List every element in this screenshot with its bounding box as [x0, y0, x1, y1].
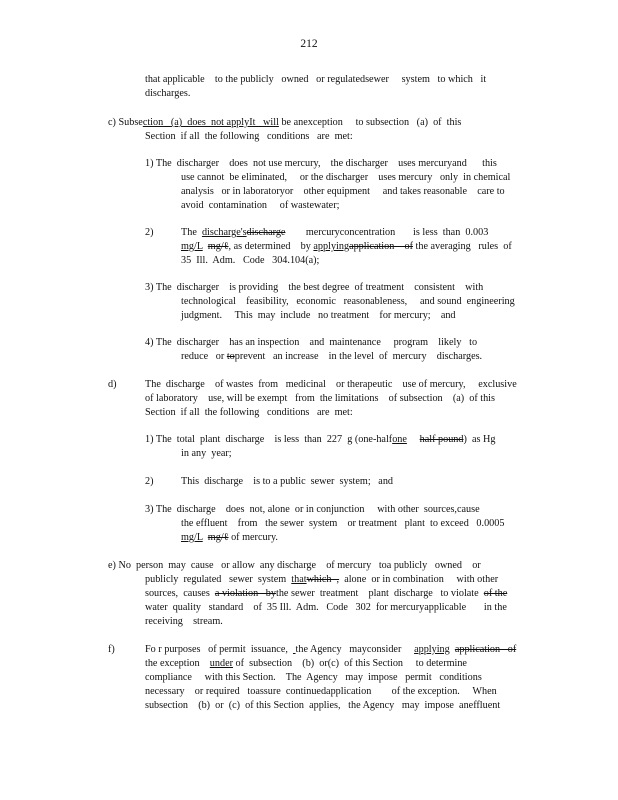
- text-segment: The discharge of wastes from medicinal or therapeutic use of mercury, exclusive: [145, 379, 517, 390]
- text-line: [181, 186, 505, 198]
- text-segment: the sewer treatment plant discharge to violate: [276, 588, 484, 599]
- text-segment: the effluent from the sewer system or treatment plant to exceed 0.0005: [181, 518, 505, 529]
- text-segment: water quality standard of 35 Ill. Adm. Code 302 for mercuryapplicable in the: [145, 602, 507, 613]
- text-segment: that applicable to the publicly owned or regulatedsewer system to which it: [145, 74, 487, 85]
- text-segment: of mercury.: [228, 532, 278, 543]
- inserted-text: ction (a) does not applyIt will: [142, 117, 279, 128]
- text-segment: 1) The total plant discharge is less than 227 g (one-half: [145, 434, 393, 445]
- text-segment: of laboratory use, will be exempt from the limitations of subsection (a) of this: [145, 393, 495, 404]
- text-segment: d): [108, 379, 117, 390]
- text-segment: discharges.: [145, 88, 191, 99]
- deleted-text: discharge: [246, 227, 286, 238]
- text-line: [181, 200, 339, 212]
- text-line: [145, 616, 223, 628]
- text-line: [181, 310, 456, 322]
- text-line: [145, 74, 486, 86]
- deleted-text: application of: [454, 644, 517, 655]
- text-segment: technological feasibility, economic reasonableness, and sound engineering: [181, 296, 515, 307]
- text-line: [145, 672, 482, 684]
- text-segment: necessary or required toassure continuedapplication of the exception. When: [145, 686, 497, 697]
- text-line: [145, 644, 516, 656]
- text-segment: c) Subse: [108, 117, 143, 128]
- inserted-text: applying: [414, 644, 450, 655]
- text-line: [145, 574, 498, 586]
- deleted-text: half pound: [419, 434, 464, 445]
- inserted-text: that: [291, 574, 307, 585]
- text-segment: 1) The discharger does not use mercury, the discharger uses mercuryand this: [145, 158, 497, 169]
- inserted-text: mg/L: [181, 241, 203, 252]
- page-number: 212: [300, 38, 318, 50]
- text-segment: alone or in combination with other: [339, 574, 499, 585]
- text-segment: analysis or in laboratoryor other equipment and takes reasonable care to: [181, 186, 505, 197]
- inserted-text: discharge's: [201, 227, 247, 238]
- text-line: [145, 337, 477, 349]
- deleted-text: application of: [349, 241, 413, 252]
- deleted-text: a violation by: [214, 588, 276, 599]
- text-segment: avoid contamination of wastewater;: [181, 200, 340, 211]
- text-segment: ) as Hg: [463, 434, 496, 445]
- inserted-text: under: [209, 658, 233, 669]
- text-segment: e) No person may cause or allow any discharge of mercury toa publicly owned or: [108, 560, 481, 571]
- text-line: [145, 602, 507, 614]
- text-segment: f): [108, 644, 115, 655]
- text-line: [145, 434, 495, 446]
- text-line: [181, 351, 482, 363]
- text-line: [181, 532, 278, 544]
- text-line: [145, 131, 353, 143]
- text-segment: 4) The discharger has an inspection and maintenance program likely to: [145, 337, 478, 348]
- text-segment: the averaging rules of: [413, 241, 512, 252]
- text-line: [181, 227, 488, 239]
- text-segment: the exception: [145, 658, 210, 669]
- text-line: [108, 560, 481, 572]
- text-segment: Section if all the following conditions are met:: [145, 407, 353, 418]
- text-segment: be anexception to subsection (a) of this: [278, 117, 462, 128]
- text-segment: 2): [145, 476, 154, 487]
- text-line: [145, 227, 154, 239]
- text-line: [145, 476, 154, 488]
- deleted-text: to: [226, 351, 235, 362]
- text-line: [145, 158, 497, 170]
- text-segment: publicly regulated sewer system: [145, 574, 292, 585]
- deleted-text: which ,: [306, 574, 340, 585]
- deleted-text: of the: [483, 588, 508, 599]
- deleted-text: mg/ℓ: [207, 241, 229, 252]
- text-segment: use cannot be eliminated, or the discharger uses mercury only in chemical: [181, 172, 511, 183]
- text-line: [145, 379, 517, 391]
- text-segment: Section if all the following conditions are met:: [145, 131, 353, 142]
- text-segment: Fo r purposes of permit issuance,: [145, 644, 293, 655]
- text-line: [181, 172, 510, 184]
- text-segment: 3) The discharger is providing the best degree of treatment consistent with: [145, 282, 484, 293]
- text-segment: , as determined by: [228, 241, 314, 252]
- text-line: [108, 644, 115, 656]
- text-segment: in any year;: [181, 448, 232, 459]
- text-line: [145, 504, 480, 516]
- text-segment: 2): [145, 227, 154, 238]
- text-line: [145, 700, 500, 712]
- inserted-text: one: [392, 434, 407, 445]
- text-line: [145, 658, 467, 670]
- text-line: [145, 88, 190, 100]
- text-line: [145, 686, 497, 698]
- text-segment: judgment. This may include no treatment for mercury; and: [181, 310, 456, 321]
- text-line: [108, 117, 461, 129]
- text-segment: compliance with this Section. The Agency may impose permit conditions: [145, 672, 482, 683]
- text-line: [145, 588, 507, 600]
- text-line: [181, 448, 232, 460]
- text-segment: subsection (b) or (c) of this Section applies, the Agency may impose aneffluent: [145, 700, 501, 711]
- text-line: [181, 255, 319, 267]
- text-line: [145, 393, 495, 405]
- text-segment: the Agency mayconsider: [295, 644, 415, 655]
- text-segment: The: [181, 227, 202, 238]
- text-segment: 3) The discharge does not, alone or in conjunction with other sources,cause: [145, 504, 480, 515]
- text-line: [181, 296, 515, 308]
- text-segment: of subsection (b) or(c) of this Section to determine: [232, 658, 467, 669]
- text-line: [145, 282, 483, 294]
- text-line: [181, 241, 512, 253]
- deleted-text: mg/ℓ: [207, 532, 229, 543]
- text-segment: prevent an increase in the level of mercury discharges.: [234, 351, 483, 362]
- text-segment: receiving stream.: [145, 616, 223, 627]
- text-segment: [407, 434, 420, 445]
- text-line: [181, 518, 504, 530]
- text-segment: This discharge is to a public sewer system; and: [181, 476, 394, 487]
- inserted-text: mg/L: [181, 532, 203, 543]
- inserted-text: applying: [313, 241, 350, 252]
- text-segment: mercuryconcentration is less than 0.003: [285, 227, 489, 238]
- text-segment: 35 Ill. Adm. Code 304.104(a);: [181, 255, 320, 266]
- text-line: [145, 407, 353, 419]
- text-segment: reduce or: [181, 351, 227, 362]
- text-segment: sources, causes: [145, 588, 215, 599]
- text-line: [108, 379, 117, 391]
- text-line: [181, 476, 393, 488]
